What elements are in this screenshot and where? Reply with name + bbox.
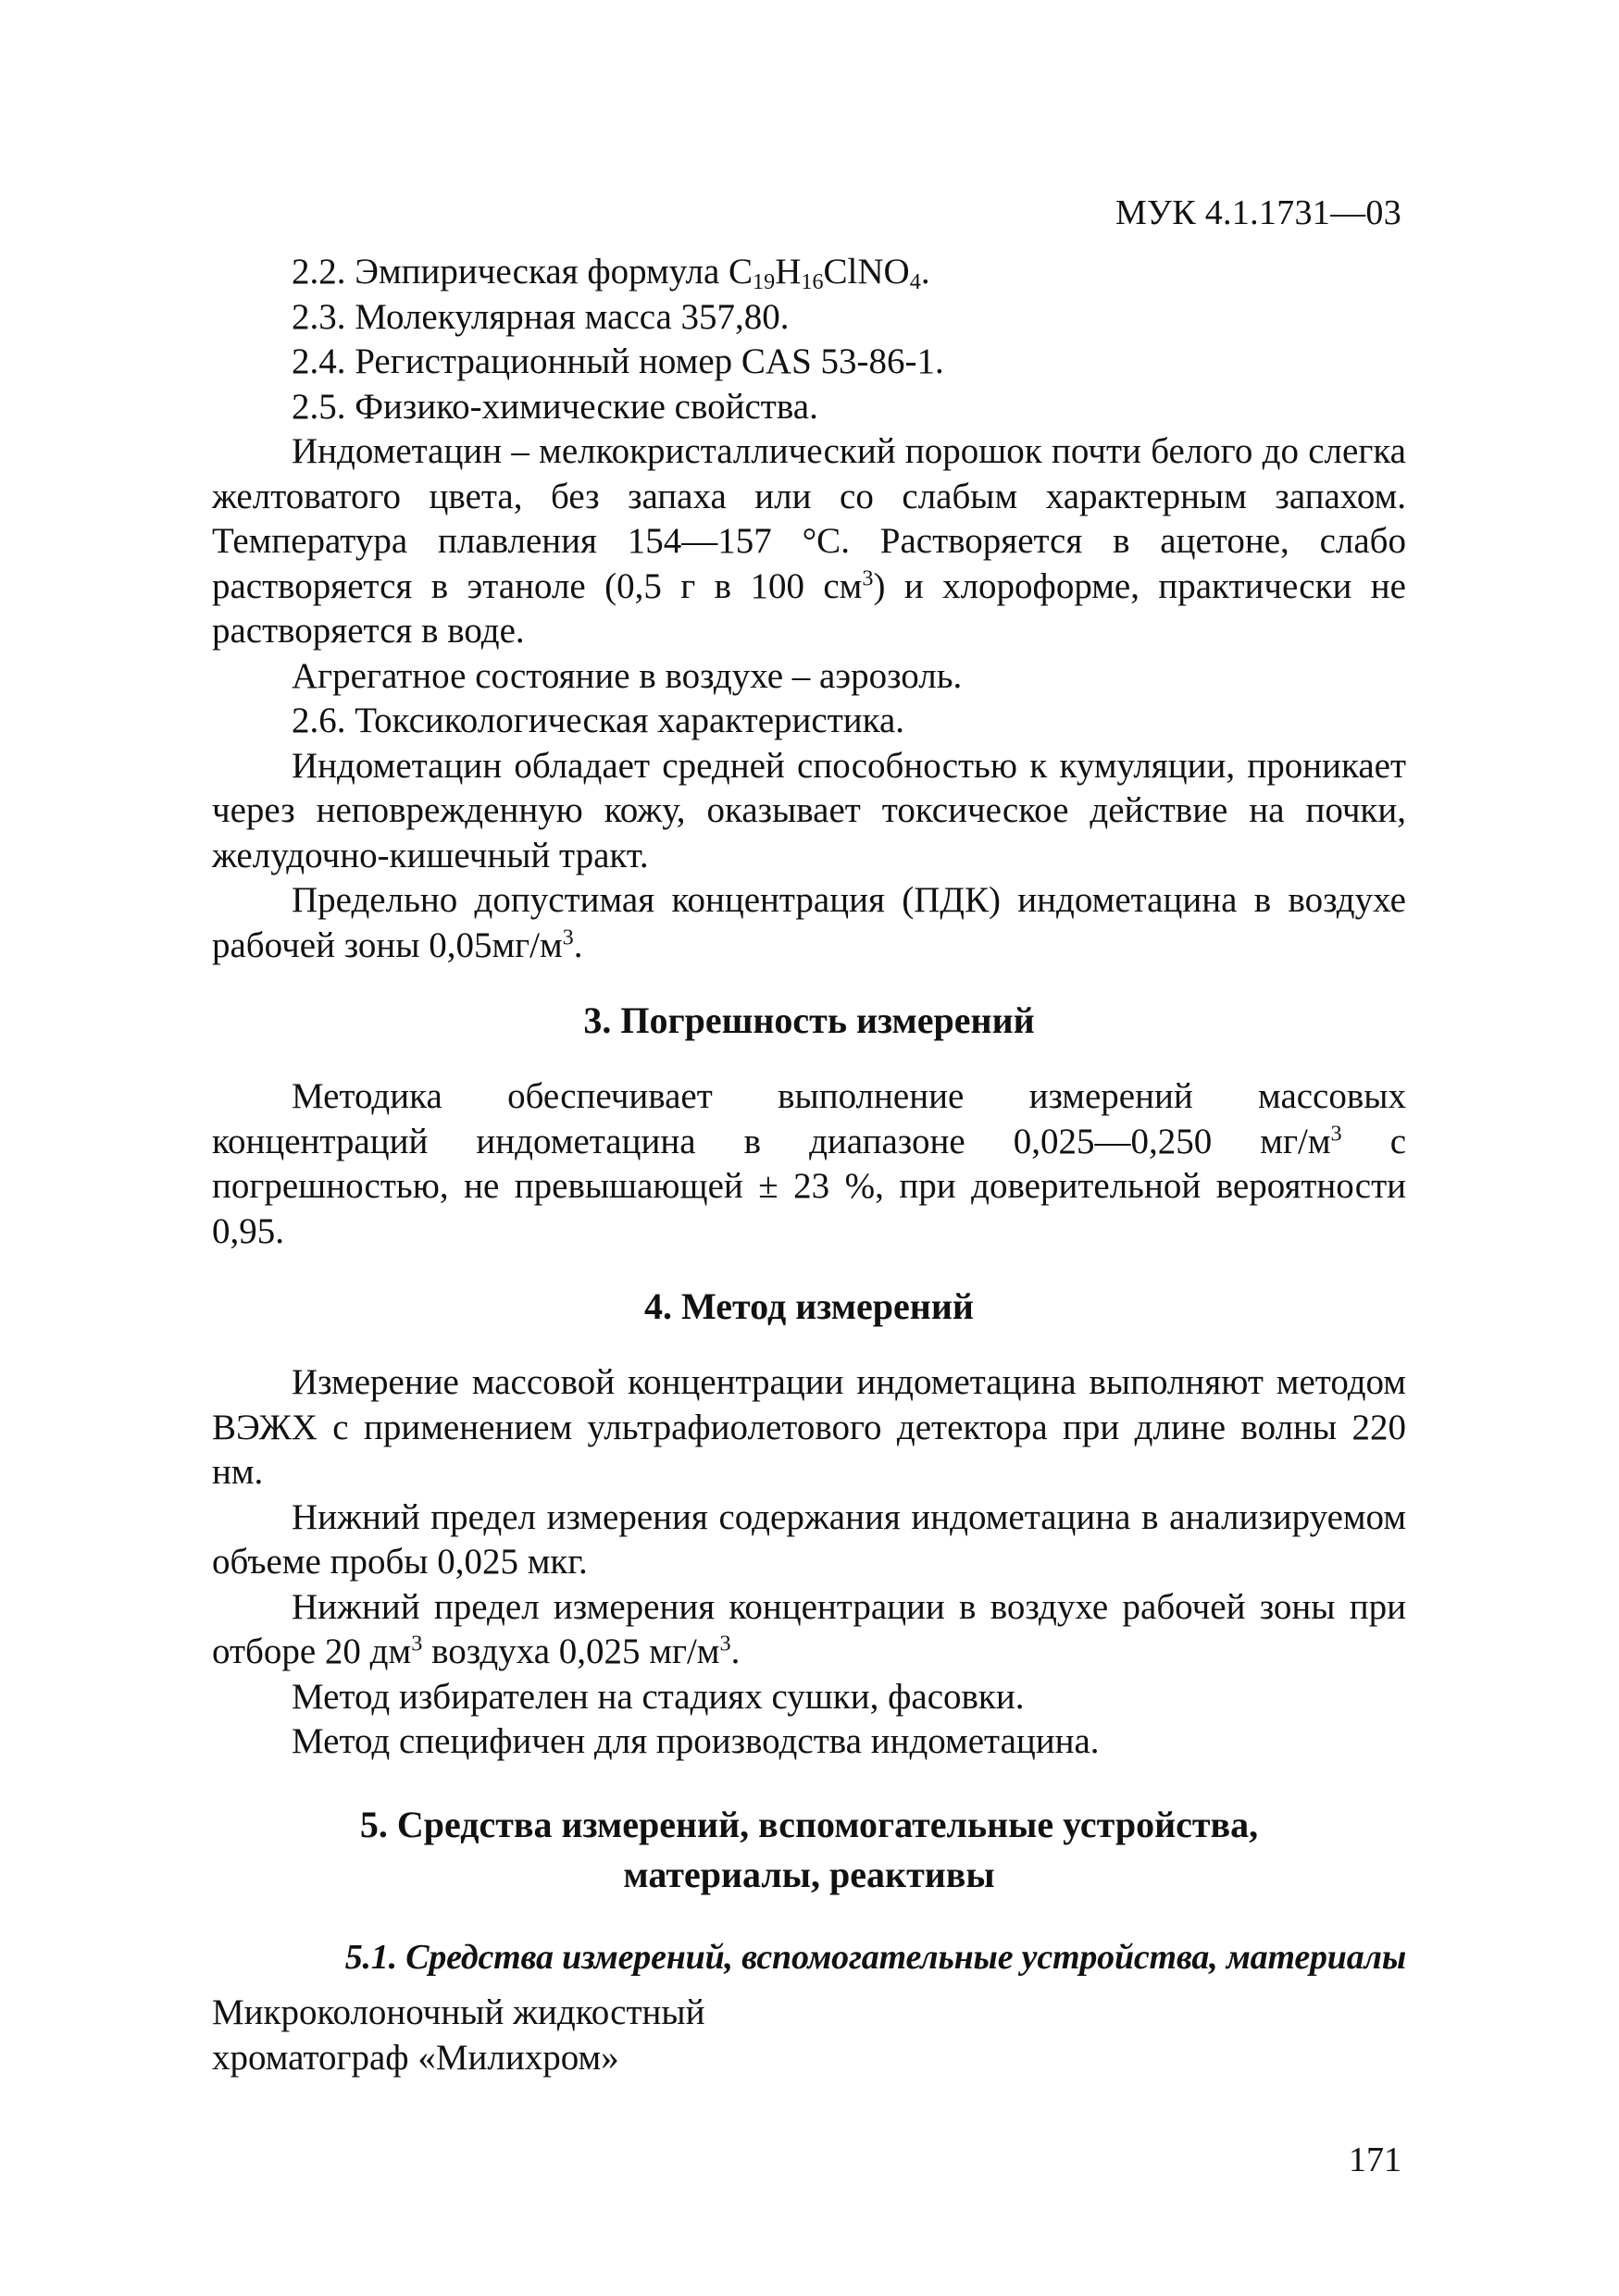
section-4-heading: 4. Метод измерений [644,1285,974,1327]
subsection-5-1-heading: 5.1. Средства измерений, вспомогательные устройства, материалы [344,1937,1406,1977]
method-p3-text-a: Нижний предел измерения концентрации в воздухе рабочей зоны при отборе 20 дм [212,1586,1406,1671]
pdk-sup: 3 [562,925,574,950]
method-p3-sup-1: 3 [411,1631,423,1657]
instrument-item-line-1: Микроколоночный жидкостный [212,1992,705,2032]
instrument-item [212,1991,1406,2080]
method-paragraph-1: Измерение массовой концентрации индометацина выполняют методом ВЭЖХ с применением ультрафиолетового детектора при длине волны 220 нм. [212,1362,1406,1492]
formula-clno: ClNO [823,252,910,292]
properties-sup: 3 [862,565,874,591]
formula-end: . [920,252,930,292]
formula-sub-19: 19 [753,269,776,295]
properties-paragraph [212,429,1406,654]
section-5-heading [212,1800,1406,1900]
section-5-heading-line-2: материалы, реактивы [623,1853,995,1895]
error-paragraph [212,1074,1406,1254]
method-p3-text-c: . [730,1632,741,1671]
pdk-text-a: Предельно допустимая концентрация (ПДК) индометацина в воздухе рабочей зоны 0,05мг/м [212,880,1406,965]
properties-text-a: Индометацин – мелкокристаллический порошок почти белого до слегка желтоватого цвета, без запаха или со слабым характерным запахом. Температура плавления 154—157 °С. Растворяется в ацетоне, слабо растворяется в этаноле (0,5 г в 100 см [212,431,1406,606]
formula-sub-16: 16 [801,269,824,295]
formula-prefix: 2.2. Эмпирическая формула C [292,252,753,292]
formula-line [212,250,1406,295]
page-number: 171 [1349,2141,1401,2179]
document-code-header: МУК 4.1.1731—03 [1115,193,1401,232]
molecular-mass-line: 2.3. Молекулярная масса 357,80. [292,296,790,337]
pdk-paragraph [212,878,1406,968]
method-p3-text-b: воздуха 0,025 мг/м [422,1632,720,1671]
section-5-heading-line-1: 5. Средства измерений, вспомогательные устройства, [359,1803,1259,1845]
properties-text-b: ) и хлороформе, практически не растворяется в воде. [212,565,1406,651]
method-paragraph-5: Метод специфичен для производства индометацина. [292,1721,1100,1761]
pdk-text-b: . [573,925,583,965]
instrument-item-line-2: хроматограф «Милихром» [212,2037,619,2078]
error-text-a: Методика обеспечивает выполнение измерений массовых концентраций индометацина в диапазоне 0,025—0,250 мг/м [212,1076,1406,1161]
toxicology-title: 2.6. Токсикологическая характеристика. [292,701,905,740]
method-paragraph-3 [212,1585,1406,1675]
properties-title: 2.5. Физико-химические свойства. [292,386,818,427]
section-3-heading: 3. Погрешность измерений [583,999,1035,1041]
page-content [212,250,1406,2080]
toxicology-paragraph: Индометацин обладает средней способностью к кумуляции, проникает через неповрежденную кожу, оказывает токсическое действие на почки, желудочно-кишечный тракт. [212,745,1406,875]
aggregate-state-line: Агрегатное состояние в воздухе – аэрозоль. [292,655,963,696]
error-text-b: с погрешностью, не превышающей ± 23 %, при доверительной вероятности 0,95. [212,1121,1407,1251]
formula-sub-4: 4 [909,269,921,295]
error-sup: 3 [1330,1121,1342,1147]
method-paragraph-2: Нижний предел измерения содержания индометацина в анализируемом объеме пробы 0,025 мкг. [212,1496,1406,1582]
method-p3-sup-2: 3 [719,1631,731,1657]
formula-h: H [775,252,802,292]
cas-number-line: 2.4. Регистрационный номер CAS 53-86-1. [292,341,944,381]
method-paragraph-4: Метод избирателен на стадиях сушки, фасовки. [292,1676,1025,1717]
